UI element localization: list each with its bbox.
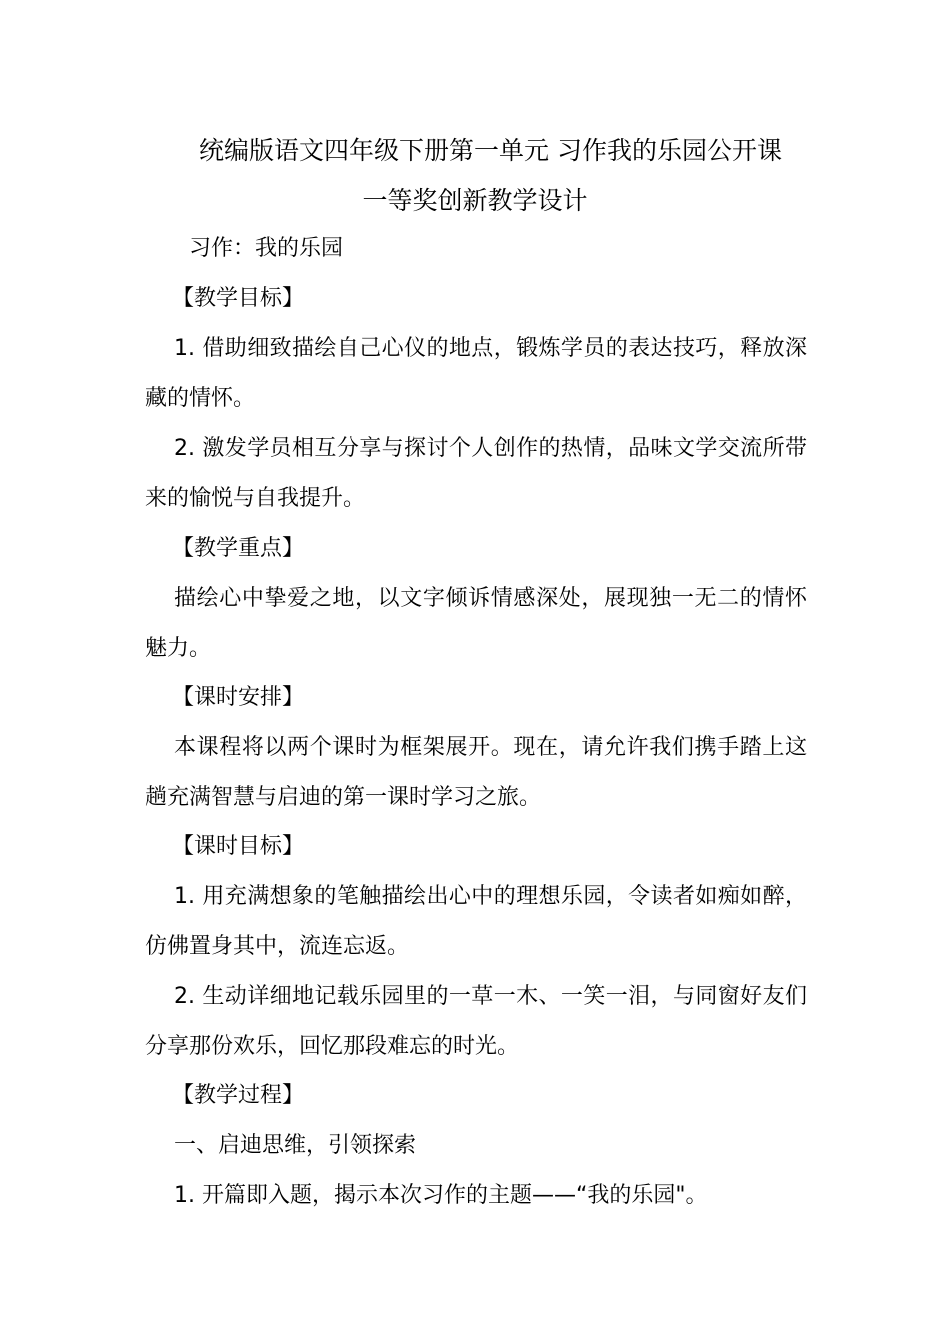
section-heading-schedule: 【课时安排】 [172,685,305,710]
paragraph-goal-1: 1. 借助细致描绘自己心仪的地点，锻炼学员的表达技巧，释放深藏的情怀。 [145,336,807,411]
document-title-line-1: 统编版语文四年级下册第一单元 习作我的乐园公开课 [199,136,782,165]
paragraph-lesson-goal-1: 1. 用充满想象的笔触描绘出心中的理想乐园，令读者如痴如醉，仿佛置身其中，流连忘返。 [145,884,807,959]
section-heading-teaching-goals: 【教学目标】 [172,286,305,311]
paragraph-schedule: 本课程将以两个课时为框架展开。现在，请允许我们携手踏上这趟充满智慧与启迪的第一课时学习之旅。 [145,735,807,810]
document-subtitle: 习作：我的乐园 [189,236,344,261]
section-heading-teaching-focus: 【教学重点】 [172,536,305,561]
section-heading-teaching-process: 【教学过程】 [172,1083,305,1108]
paragraph-lesson-goal-2: 2. 生动详细地记载乐园里的一草一木、一笑一泪，与同窗好友们分享那份欢乐，回忆那段难忘的时光。 [145,984,807,1059]
section-heading-lesson-goals: 【课时目标】 [172,834,305,859]
paragraph-process-step-1: 一、启迪思维，引领探索 [174,1133,417,1158]
document-title-line-2: 一等奖创新教学设计 [362,186,588,215]
paragraph-process-item-1: 1. 开篇即入题，揭示本次习作的主题——“我的乐园"。 [174,1183,708,1208]
paragraph-goal-2: 2. 激发学员相互分享与探讨个人创作的热情，品味文学交流所带来的愉悦与自我提升。 [145,436,807,511]
paragraph-focus: 描绘心中挚爱之地，以文字倾诉情感深处，展现独一无二的情怀魅力。 [145,586,807,661]
